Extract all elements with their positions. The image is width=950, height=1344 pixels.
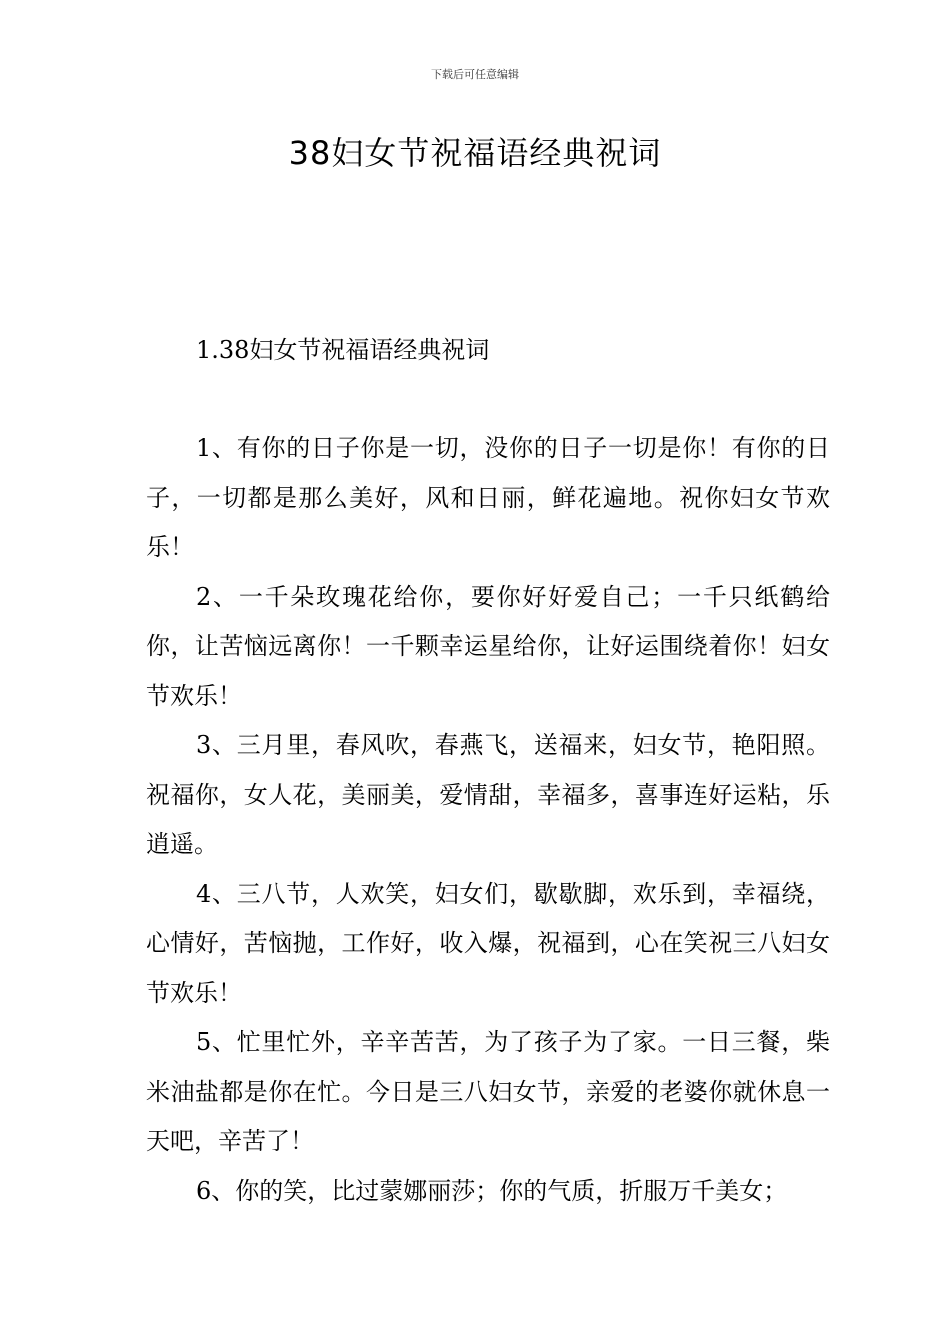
- paragraph-5: 5、忙里忙外，辛辛苦苦，为了孩子为了家。一日三餐，柴米油盐都是你在忙。今日是三八妇女节，亲爱的老婆你就休息一天吧，辛苦了！: [146, 1028, 830, 1155]
- body-text: [146, 424, 830, 1216]
- paragraph-2: 2、一千朵玫瑰花给你，要你好好爱自己；一千只纸鹤给你，让苦恼远离你！一千颗幸运星给你，让好运围绕着你！妇女节欢乐！: [146, 582, 830, 710]
- paragraph-3: 3、三月里，春风吹，春燕飞，送福来，妇女节，艳阳照。祝福你，女人花，美丽美，爱情甜，幸福多，喜事连好运粘，乐逍遥。: [146, 731, 830, 858]
- paragraph-4: 4、三八节，人欢笑，妇女们，歇歇脚，欢乐到，幸福绕，心情好，苦恼抛，工作好，收入爆，祝福到，心在笑祝三八妇女节欢乐！: [146, 879, 830, 1007]
- paragraph-6: 6、你的笑，比过蒙娜丽莎；你的气质，折服万千美女；: [196, 1176, 788, 1205]
- header-note: 下载后可任意编辑: [431, 68, 519, 81]
- document-title: 38妇女节祝福语经典祝词: [288, 134, 662, 172]
- section-heading: 1.38妇女节祝福语经典祝词: [196, 336, 490, 364]
- paragraph-1: 1、有你的日子你是一切，没你的日子一切是你！有你的日子，一切都是那么美好，风和日丽，鲜花遍地。祝你妇女节欢乐！: [146, 434, 830, 561]
